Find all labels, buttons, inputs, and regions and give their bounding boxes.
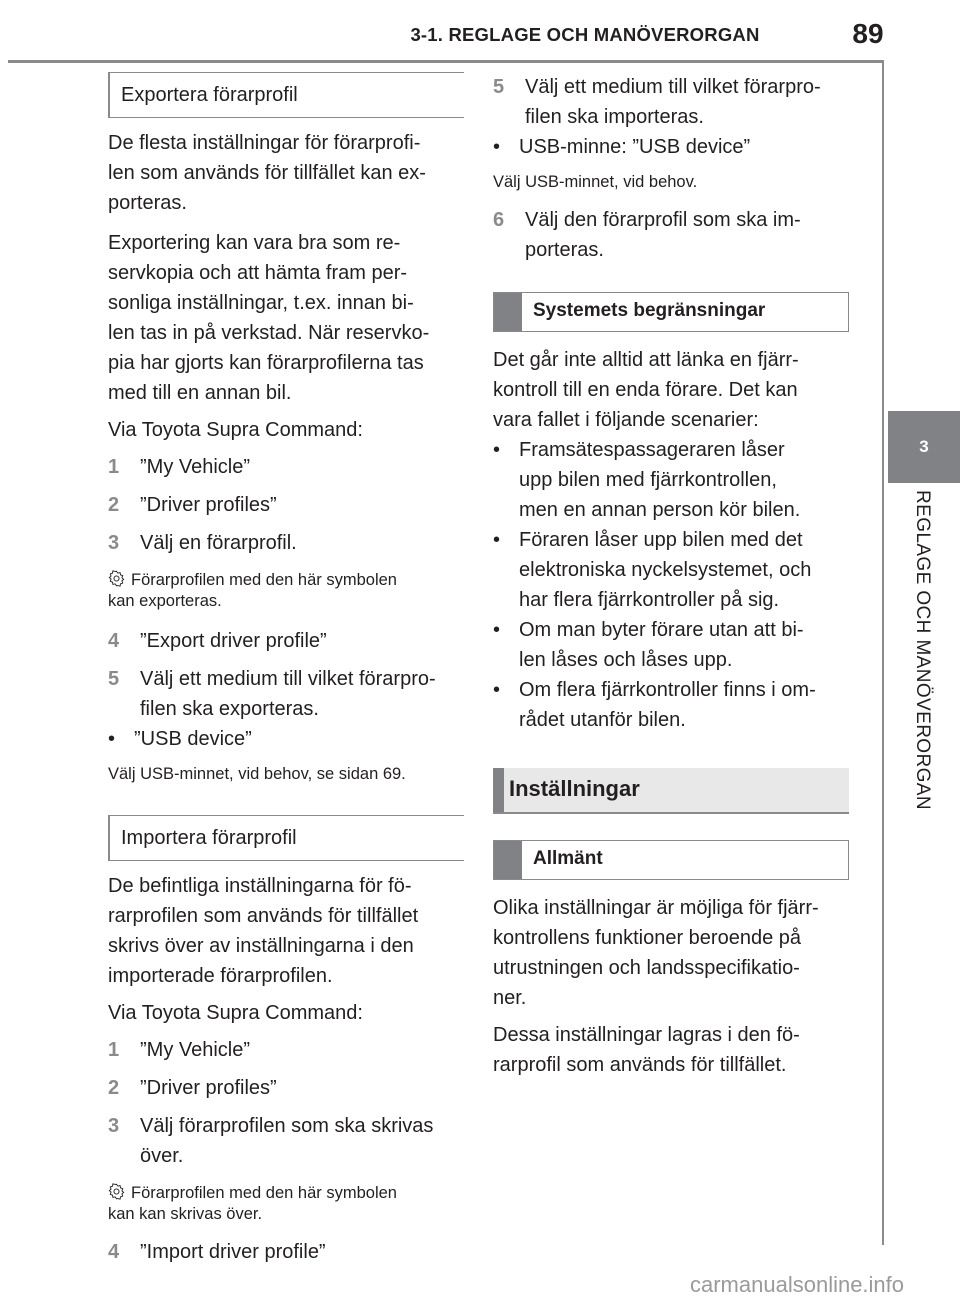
step-item: 2 ”Driver profiles” xyxy=(108,494,277,516)
watermark: carmanualsonline.info xyxy=(690,1272,905,1297)
general-section-heading: Allmänt xyxy=(493,840,849,880)
step-item: 3 Välj förarprofilen som ska skrivas över. xyxy=(108,1115,434,1167)
import-paragraph: De befintliga inställningarna för fö- rarprofilen som används för tillfället skrivs över av inställningarna i den importerade förarprofilen. xyxy=(108,875,419,987)
gear-icon xyxy=(108,1183,125,1200)
side-chapter-title: REGLAGE OCH MANÖVERORGAN xyxy=(912,490,933,810)
gear-icon xyxy=(108,570,125,587)
bullet-item: • USB-minne: ”USB device” xyxy=(493,136,751,158)
step-item: 3 Välj en förarprofil. xyxy=(108,532,297,554)
step-item: 4 ”Export driver profile” xyxy=(108,630,327,652)
header-rule xyxy=(8,60,882,63)
left-column xyxy=(108,72,464,1267)
symbol-note: Förarprofilen med den här symbolen kan kan skrivas över. xyxy=(108,1184,397,1223)
right-column xyxy=(493,72,849,1080)
step-item: 2 ”Driver profiles” xyxy=(108,1077,277,1099)
export-paragraph-1: De flesta inställningar för förarprofi- len som används för tillfället kan ex- porteras. xyxy=(108,132,426,214)
step-item: 1 ”My Vehicle” xyxy=(108,456,251,478)
bullet-item: • Föraren låser upp bilen med det elektroniska nyckelsystemet, och har flera fjärrkontroller på sig. xyxy=(493,529,812,611)
step-item: 1 ”My Vehicle” xyxy=(108,1039,251,1061)
limits-section-heading: Systemets begränsningar xyxy=(493,292,849,332)
import-section-heading: Importera förarprofil xyxy=(108,815,464,861)
symbol-note: Förarprofilen med den här symbolen kan exporteras. xyxy=(108,571,397,610)
step-item: 4 ”Import driver profile” xyxy=(108,1241,326,1263)
bullet-item: • ”USB device” xyxy=(108,728,252,750)
bullet-item: • Om man byter förare utan att bi- len låses och låses upp. xyxy=(493,619,804,671)
settings-section-heading: Inställningar xyxy=(493,768,849,814)
page-number: 89 xyxy=(852,18,884,49)
usb-note: Välj USB-minnet, vid behov. xyxy=(493,173,698,191)
chapter-tab: 3 xyxy=(888,411,960,483)
via-command-text: Via Toyota Supra Command: xyxy=(108,1002,363,1024)
bullet-item: • Framsätespassageraren låser upp bilen med fjärrkontrollen, men en annan person kör bilen. xyxy=(493,439,801,521)
step-item: 5 Välj ett medium till vilket förarpro- filen ska importeras. xyxy=(493,76,821,128)
limits-paragraph: Det går inte alltid att länka en fjärr- kontroll till en enda förare. Det kan vara fallet i följande scenarier: xyxy=(493,349,799,431)
export-paragraph-2: Exportering kan vara bra som re- servkopia och att hämta fram per- sonliga inställningar, t.ex. innan bi- len tas in på verkstad. När reservko- pia har gjorts kan förarprofilerna tas med till en annan bil. xyxy=(108,232,430,404)
header-title: 3-1. REGLAGE OCH MANÖVERORGAN xyxy=(410,24,760,45)
step-item: 6 Välj den förarprofil som ska im- porteras. xyxy=(493,209,801,261)
via-command-text: Via Toyota Supra Command: xyxy=(108,419,363,441)
general-paragraph-1: Olika inställningar är möjliga för fjärr- kontrollens funktioner beroende på utrustningen och landsspecifikatio- ner. xyxy=(493,897,819,1009)
general-paragraph-2: Dessa inställningar lagras i den fö- rarprofil som används för tillfället. xyxy=(493,1024,800,1076)
side-rule xyxy=(882,60,884,1245)
step-item: 5 Välj ett medium till vilket förarpro- filen ska exporteras. xyxy=(108,668,436,720)
bullet-item: • Om flera fjärrkontroller finns i om- rådet utanför bilen. xyxy=(493,679,816,731)
export-section-heading: Exportera förarprofil xyxy=(108,72,464,118)
usb-note: Välj USB-minnet, vid behov, se sidan 69. xyxy=(108,765,406,783)
